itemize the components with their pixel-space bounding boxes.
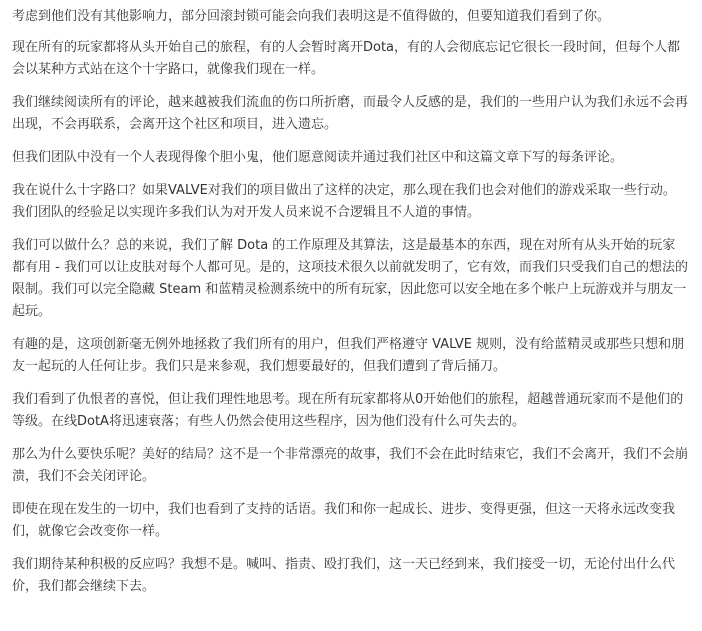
paragraph-3: 我们继续阅读所有的评论，越来越被我们流血的伤口所折磨，而最令人反感的是，我们的一些用户认为我们永远不会再出现，不会再联系，会离开这个社区和项目，进入遗忘。 [12, 95, 689, 132]
paragraph-2: 现在所有的玩家都将从头开始自己的旅程，有的人会暂时离开Dota，有的人会彻底忘记它很长一段时间，但每个人都会以某种方式站在这个十字路口，就像我们现在一样。 [12, 40, 681, 77]
paragraph-6: 我们可以做什么？总的来说，我们了解 Dota 的工作原理及其算法，这是最基本的东西，现在对所有从头开始的玩家都有用 - 我们可以让皮肤对每个人都可见。是的，这项技术很久以前就发明了，它有效，而我们只受我们自己的想法的限制。我们可以完全隐藏 Steam 和蓝精灵检测系统中的所有玩家，因此您可以安全地在多个帐户上玩游戏并与朋友一起玩。 [12, 238, 688, 319]
paragraph-9: 那么为什么要快乐呢？美好的结局？这不是一个非常漂亮的故事，我们不会在此时结束它，我们不会离开，我们不会崩溃，我们不会关闭评论。 [12, 447, 689, 484]
paragraph-1: 考虑到他们没有其他影响力，部分回滚封锁可能会向我们表明这是不值得做的，但要知道我们看到了你。 [12, 9, 611, 24]
paragraph-8: 我们看到了仇恨者的喜悦，但让我们理性地思考。现在所有玩家都将从0开始他们的旅程，超越普通玩家而不是他们的等级。在线DotA将迅速衰落；有些人仍然会使用这些程序，因为他们没有什么可失去的。 [12, 392, 684, 429]
paragraph-11: 我们期待某种积极的反应吗？我想不是。喊叫、指责、殴打我们，这一天已经到来，我们接受一切，无论付出什么代价，我们都会继续下去。 [12, 557, 676, 594]
paragraph-10: 即使在现在发生的一切中，我们也看到了支持的话语。我们和你一起成长、进步、变得更强，但这一天将永远改变我们，就像它会改变你一样。 [12, 502, 676, 539]
paragraph-7: 有趣的是，这项创新毫无例外地拯救了我们所有的用户，但我们严格遵守 VALVE 规则，没有给蓝精灵或那些只想和朋友一起玩的人任何让步。我们只是来参观，我们想要最好的，但我们遭到了背后捅刀。 [12, 337, 685, 374]
paragraph-5: 我在说什么十字路口？如果VALVE对我们的项目做出了这样的决定，那么现在我们也会对他们的游戏采取一些行动。我们团队的经验足以实现许多我们认为对开发人员来说不合逻辑且不人道的事情。 [12, 183, 676, 220]
paragraph-4: 但我们团队中没有一个人表现得像个胆小鬼，他们愿意阅读并通过我们社区中和这篇文章下写的每条评论。 [12, 150, 624, 165]
